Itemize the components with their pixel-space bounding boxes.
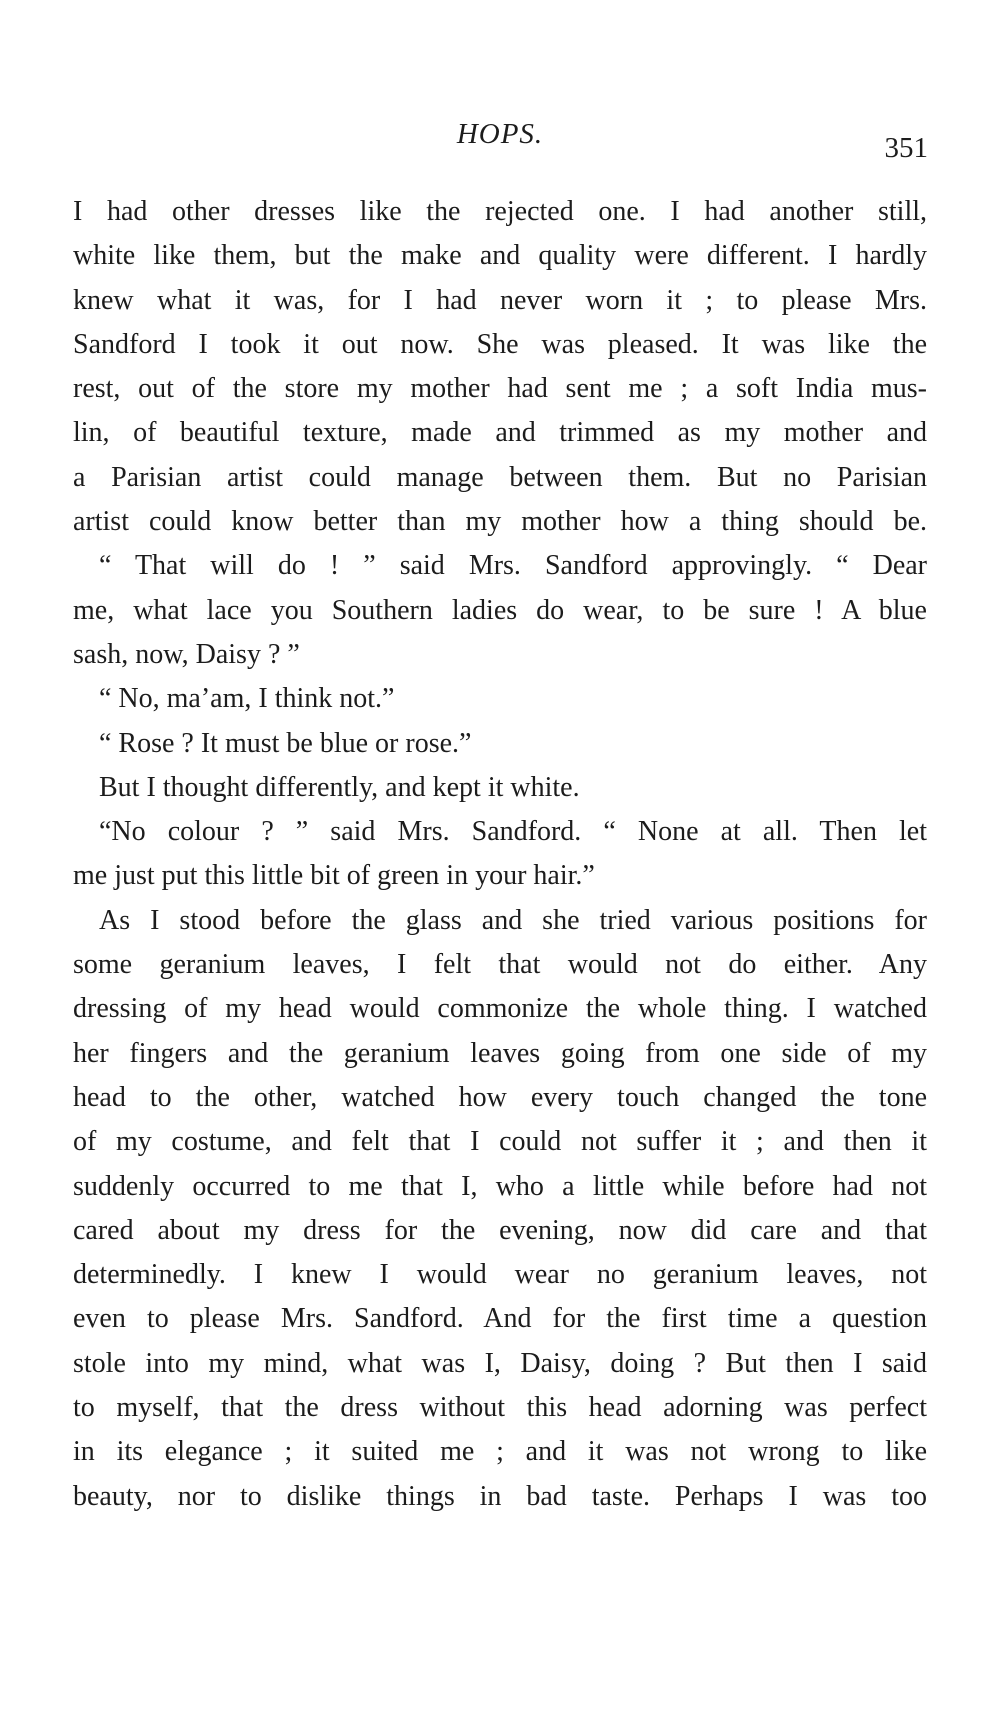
- text-line: head to the other, watched how every touch changed the tone: [73, 1081, 927, 1113]
- text-line: I had other dresses like the rejected one. I had another still,: [73, 196, 927, 227]
- text-line: As I stood before the glass and she tried various positions for: [99, 904, 927, 936]
- text-line: cared about my dress for the evening, now did care and that: [73, 1214, 927, 1246]
- text-line: me, what lace you Southern ladies do wear, to be sure ! A blue: [73, 594, 927, 626]
- running-head: [72, 118, 928, 168]
- text-line: a Parisian artist could manage between them. But no Parisian: [73, 461, 927, 493]
- text-line: white like them, but the make and quality were different. I hardly: [73, 240, 927, 272]
- text-line: even to please Mrs. Sandford. And for the first time a question: [73, 1303, 927, 1335]
- text-line: in its elegance ; it suited me ; and it was not wrong to like: [73, 1436, 927, 1468]
- text-line: some geranium leaves, I felt that would not do either. Any: [73, 949, 927, 981]
- chapter-title: HOPS.: [456, 118, 544, 150]
- text-line: to myself, that the dress without this head adorning was perfect: [73, 1392, 927, 1424]
- text-line: sash, now, Daisy ? ”: [73, 638, 300, 670]
- text-line: artist could know better than my mother how a thing should be.: [73, 506, 927, 538]
- text-line: “No colour ? ” said Mrs. Sandford. “ None at all. Then let: [99, 816, 927, 848]
- text-line: suddenly occurred to me that I, who a little while before had not: [73, 1170, 927, 1202]
- text-line: “ That will do ! ” said Mrs. Sandford approvingly. “ Dear: [99, 550, 927, 582]
- text-line: lin, of beautiful texture, made and trimmed as my mother and: [73, 417, 927, 449]
- body-text: [73, 190, 927, 1519]
- text-line: “ No, ma’am, I think not.”: [99, 683, 395, 715]
- text-line: knew what it was, for I had never worn it ; to please Mrs.: [73, 284, 927, 316]
- text-line: Sandford I took it out now. She was pleased. It was like the: [73, 328, 927, 360]
- text-line: her fingers and the geranium leaves going from one side of my: [73, 1037, 927, 1069]
- text-line: stole into my mind, what was I, Daisy, doing ? But then I said: [73, 1347, 927, 1379]
- text-line: But I thought differently, and kept it white.: [99, 771, 580, 803]
- text-line: of my costume, and felt that I could not suffer it ; and then it: [73, 1126, 927, 1158]
- text-line: beauty, nor to dislike things in bad taste. Perhaps I was too: [73, 1480, 927, 1512]
- text-line: rest, out of the store my mother had sent me ; a soft India mus-: [73, 373, 927, 405]
- text-line: dressing of my head would commonize the whole thing. I watched: [73, 993, 927, 1025]
- text-line: me just put this little bit of green in your hair.”: [73, 860, 595, 892]
- text-line: determinedly. I knew I would wear no geranium leaves, not: [73, 1259, 927, 1291]
- text-line: “ Rose ? It must be blue or rose.”: [99, 727, 472, 759]
- page-number: 351: [884, 132, 928, 164]
